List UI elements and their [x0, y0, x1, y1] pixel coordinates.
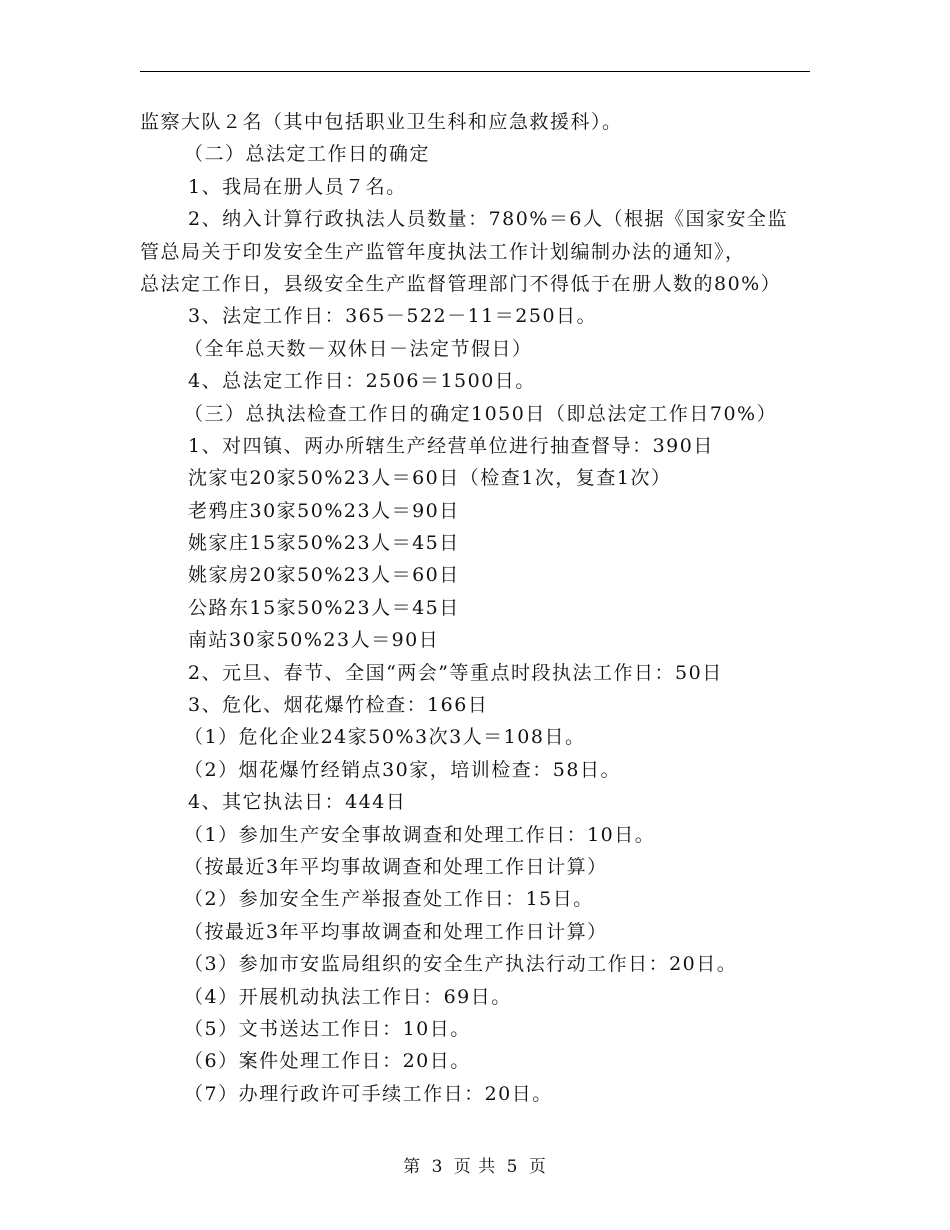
text-line: 老鸦庄30家50%23人＝90日	[188, 499, 460, 522]
text-line: （5）文书送达工作日：10日。	[184, 1017, 471, 1040]
text-line: 1、对四镇、两办所辖生产经营单位进行抽查督导：390日	[188, 434, 714, 457]
text-line: 2、元旦、春节、全国“两会”等重点时段执法工作日：50日	[188, 661, 723, 684]
text-line: （7）办理行政许可手续工作日：20日。	[184, 1082, 553, 1105]
section-heading: （二）总法定工作日的确定	[184, 143, 431, 166]
text-line: 1、我局在册人员７名。	[188, 175, 407, 198]
text-line: （1）危化企业24家50%3次3人＝108日。	[184, 726, 586, 749]
header-rule	[140, 71, 810, 72]
document-body	[140, 106, 820, 1110]
current-page-number: 3	[431, 1157, 444, 1177]
text-line: 姚家庄15家50%23人＝45日	[188, 532, 460, 555]
text-line: （按最近3年平均事故调查和处理工作日计算）	[184, 920, 608, 943]
text-line: 南站30家50%23人＝90日	[188, 629, 440, 652]
text-line: （4）开展机动执法工作日：69日。	[184, 985, 512, 1008]
text-line: （6）案件处理工作日：20日。	[184, 1050, 471, 1073]
text-line: （全年总天数－双休日－法定节假日）	[184, 337, 533, 360]
text-line: 总法定工作日，县级安全生产监督管理部门不得低于在册人数的80%）	[140, 272, 782, 295]
text-line: 3、危化、烟花爆竹检查：166日	[188, 694, 489, 717]
page-footer	[0, 1152, 950, 1177]
total-pages-number: 5	[506, 1157, 519, 1177]
text-line: （3）参加市安监局组织的安全生产执法行动工作日：20日。	[184, 953, 738, 976]
section-heading: （三）总执法检查工作日的确定1050日（即总法定工作日70%）	[184, 402, 778, 425]
text-line: （2）参加安全生产举报查处工作日：15日。	[184, 888, 594, 911]
text-line: （2）烟花爆竹经销点30家，培训检查：58日。	[184, 758, 621, 781]
text-line: 4、其它执法日：444日	[188, 791, 407, 814]
text-line: 监察大队２名（其中包括职业卫生科和应急救援科）。	[140, 111, 623, 133]
text-line: 管总局关于印发安全生产监管年度执法工作计划编制办法的通知》，	[140, 240, 746, 263]
text-line: 姚家房20家50%23人＝60日	[188, 564, 460, 587]
text-line: （1）参加生产安全事故调查和处理工作日：10日。	[184, 823, 656, 846]
text-line: 2、纳入计算行政执法人员数量：780%＝6人（根据《国家安全监	[188, 208, 788, 231]
text-line: 4、总法定工作日：2506＝1500日。	[188, 370, 536, 393]
text-line: 公路东15家50%23人＝45日	[188, 596, 460, 619]
text-line: 3、法定工作日：365－522－11＝250日。	[188, 305, 598, 328]
footer-suffix: 页	[528, 1157, 547, 1177]
text-line: （按最近3年平均事故调查和处理工作日计算）	[184, 855, 608, 878]
text-line: 沈家屯20家50%23人＝60日（检查1次，复查1次）	[188, 467, 672, 490]
footer-prefix: 第	[403, 1157, 422, 1177]
footer-middle: 页 共	[453, 1157, 497, 1177]
